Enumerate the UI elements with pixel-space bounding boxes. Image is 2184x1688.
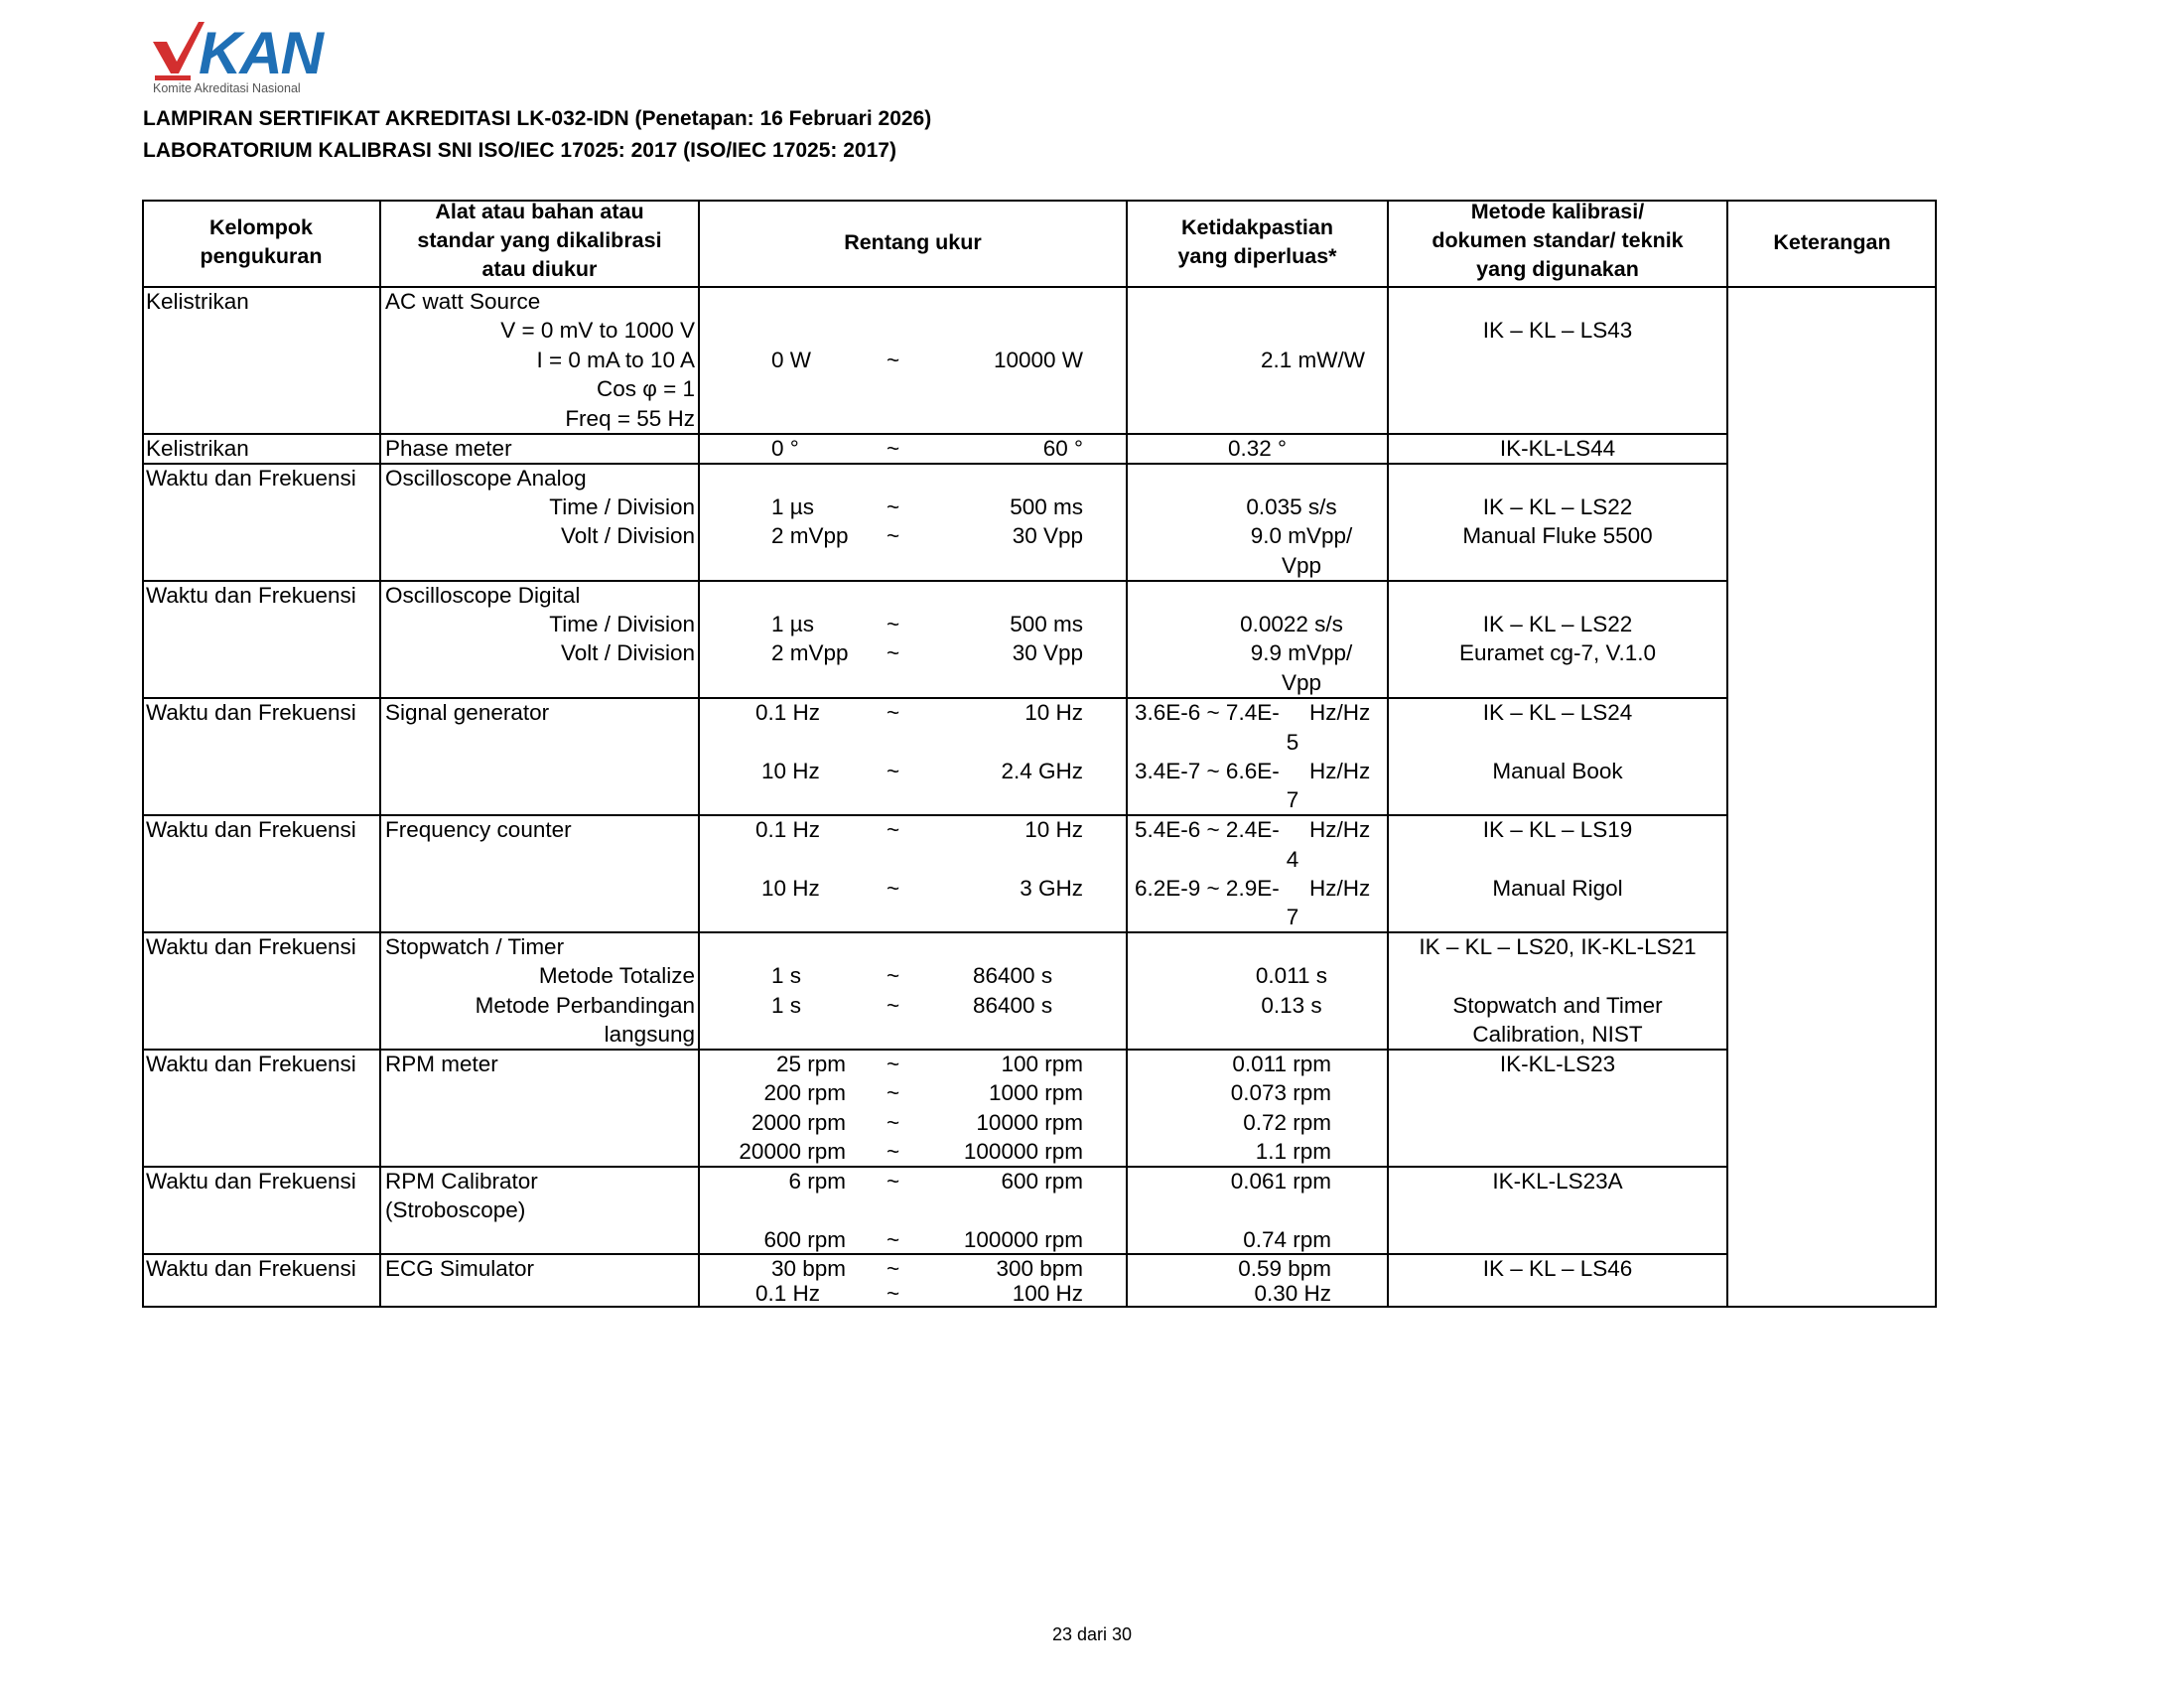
range-to: 2.4 GHz bbox=[1001, 759, 1083, 783]
range-tilde: ~ bbox=[887, 993, 900, 1018]
uncertainty: 0.59 bpm bbox=[1238, 1256, 1331, 1281]
table-row-alat: Signal generator bbox=[385, 700, 550, 725]
uncertainty: 6.2E-9 ~ 2.9E- bbox=[1135, 876, 1280, 901]
range-from: 2000 rpm bbox=[751, 1110, 846, 1135]
table-row-alat: Phase meter bbox=[385, 436, 512, 461]
header-alat: Alat atau bahan atau standar yang dikalibrasi atau diukur bbox=[417, 200, 662, 281]
range-to: 86400 s bbox=[973, 963, 1053, 988]
table-row-kelompok: Waktu dan Frekuensi bbox=[146, 1256, 356, 1281]
uncertainty: 0.74 rpm bbox=[1243, 1227, 1331, 1252]
range-tilde: ~ bbox=[887, 1227, 900, 1252]
range-from: 25 rpm bbox=[775, 1052, 846, 1076]
range-to: 1000 rpm bbox=[988, 1080, 1083, 1105]
table-row-kelompok: Waktu dan Frekuensi bbox=[146, 817, 356, 842]
method: IK – KL – LS46 bbox=[1482, 1256, 1633, 1281]
uncertainty-wrap: 4 bbox=[1286, 847, 1299, 872]
uncertainty: 0.061 rpm bbox=[1230, 1169, 1331, 1194]
range-tilde: ~ bbox=[887, 1110, 900, 1135]
range-to: 10 Hz bbox=[1024, 700, 1083, 725]
table-row-alat: RPM Calibrator bbox=[385, 1169, 538, 1194]
range-to: 10 Hz bbox=[1024, 817, 1083, 842]
uncertainty-wrap: 7 bbox=[1286, 905, 1299, 929]
range-tilde: ~ bbox=[887, 523, 900, 548]
kan-logo bbox=[151, 22, 340, 99]
range-to: 600 rpm bbox=[1001, 1169, 1083, 1194]
range-tilde: ~ bbox=[887, 494, 900, 519]
range-from: 0.1 Hz bbox=[755, 817, 821, 842]
range-to: 3 GHz bbox=[1020, 876, 1083, 901]
uncertainty: 5.4E-6 ~ 2.4E- bbox=[1135, 817, 1280, 842]
header-ketidakpastian: Ketidakpastian yang diperluas* bbox=[1177, 215, 1337, 268]
uncertainty: 9.0 mVpp/ bbox=[1250, 523, 1353, 548]
uncertainty: 0.011 rpm bbox=[1232, 1052, 1331, 1076]
method: IK – KL – LS22 bbox=[1482, 612, 1633, 636]
table-row-param: Cos φ = 1 bbox=[596, 376, 695, 401]
uncertainty: 0.011 s bbox=[1255, 963, 1328, 988]
table-row-alat: Oscilloscope Digital bbox=[385, 583, 581, 608]
range-from: 1 µs bbox=[771, 612, 814, 636]
uncertainty: 0.035 s/s bbox=[1246, 494, 1337, 519]
table-row-kelompok: Waktu dan Frekuensi bbox=[146, 466, 356, 491]
range-to: 100000 rpm bbox=[963, 1139, 1083, 1164]
method: IK-KL-LS44 bbox=[1499, 436, 1616, 461]
range-to: 300 bpm bbox=[996, 1256, 1083, 1281]
range-to: 10000 W bbox=[993, 348, 1083, 372]
range-tilde: ~ bbox=[887, 348, 900, 372]
range-from: 1 s bbox=[771, 963, 802, 988]
method: Euramet cg-7, V.1.0 bbox=[1458, 640, 1657, 665]
range-to: 86400 s bbox=[973, 993, 1053, 1018]
uncertainty: 1.1 rpm bbox=[1255, 1139, 1331, 1164]
range-to: 30 Vpp bbox=[1012, 640, 1083, 665]
method: IK – KL – LS20, IK-KL-LS21 bbox=[1419, 934, 1697, 959]
table-row-alat: Frequency counter bbox=[385, 817, 572, 842]
range-from: 1 s bbox=[771, 993, 802, 1018]
header-kelompok: Kelompok pengukuran bbox=[200, 215, 323, 268]
method: Manual Book bbox=[1492, 759, 1623, 783]
range-to: 100 rpm bbox=[1001, 1052, 1083, 1076]
range-tilde: ~ bbox=[887, 1052, 900, 1076]
table-row-kelompok: Kelistrikan bbox=[146, 436, 249, 461]
range-to: 60 ° bbox=[1042, 436, 1083, 461]
range-from: 0.1 Hz bbox=[755, 700, 821, 725]
table-row-param: V = 0 mV to 1000 V bbox=[500, 318, 695, 343]
range-from: 2 mVpp bbox=[771, 640, 849, 665]
range-tilde: ~ bbox=[887, 1281, 900, 1306]
uncertainty: 0.72 rpm bbox=[1243, 1110, 1331, 1135]
table-row-param: Freq = 55 Hz bbox=[565, 406, 695, 431]
table-row-kelompok: Waktu dan Frekuensi bbox=[146, 934, 356, 959]
table-row-alat: Stopwatch / Timer bbox=[385, 934, 565, 959]
uncertainty: Vpp bbox=[1281, 553, 1322, 578]
header-metode: Metode kalibrasi/ dokumen standar/ teknik yang digunakan bbox=[1432, 200, 1684, 281]
table-row-alat: ECG Simulator bbox=[385, 1256, 535, 1281]
table-row-param: langsung bbox=[604, 1022, 695, 1047]
range-to: 100000 rpm bbox=[963, 1227, 1083, 1252]
table-row-param: Volt / Division bbox=[560, 640, 695, 665]
range-tilde: ~ bbox=[887, 436, 900, 461]
method: Manual Rigol bbox=[1492, 876, 1623, 901]
table-row-alat: Oscilloscope Analog bbox=[385, 466, 587, 491]
method: Stopwatch and Timer bbox=[1452, 993, 1663, 1018]
range-tilde: ~ bbox=[887, 1256, 900, 1281]
table-row-param: Metode Perbandingan bbox=[475, 993, 695, 1018]
document-title: LAMPIRAN SERTIFIKAT AKREDITASI LK-032-IDN (Penetapan: 16 Februari 2026) bbox=[143, 107, 932, 130]
uncertainty: Vpp bbox=[1281, 670, 1322, 695]
range-to: 10000 rpm bbox=[976, 1110, 1083, 1135]
method: Manual Fluke 5500 bbox=[1462, 523, 1653, 548]
table-row-param: I = 0 mA to 10 A bbox=[536, 348, 695, 372]
header-rentang: Rentang ukur bbox=[844, 230, 982, 254]
range-tilde: ~ bbox=[887, 640, 900, 665]
logo-subtitle: Komite Akreditasi Nasional bbox=[153, 81, 301, 95]
uncertainty: 3.4E-7 ~ 6.6E- bbox=[1135, 759, 1280, 783]
uncertainty-unit: Hz/Hz bbox=[1309, 700, 1371, 725]
uncertainty-unit: Hz/Hz bbox=[1309, 759, 1371, 783]
document-subtitle: LABORATORIUM KALIBRASI SNI ISO/IEC 17025: 2017 (ISO/IEC 17025: 2017) bbox=[143, 139, 896, 162]
uncertainty: 9.9 mVpp/ bbox=[1250, 640, 1353, 665]
accreditation-table bbox=[142, 200, 1939, 1309]
table-row-param: Time / Division bbox=[549, 494, 695, 519]
uncertainty: 0.0022 s/s bbox=[1240, 612, 1343, 636]
header-keterangan: Keterangan bbox=[1773, 230, 1891, 254]
table-row-alat-cont: (Stroboscope) bbox=[385, 1197, 526, 1222]
range-tilde: ~ bbox=[887, 612, 900, 636]
table-row-kelompok: Waktu dan Frekuensi bbox=[146, 583, 356, 608]
range-from: 10 Hz bbox=[761, 759, 820, 783]
uncertainty-wrap: 7 bbox=[1286, 787, 1299, 812]
range-from: 30 bpm bbox=[770, 1256, 846, 1281]
method: IK – KL – LS24 bbox=[1482, 700, 1633, 725]
range-to: 30 Vpp bbox=[1012, 523, 1083, 548]
uncertainty: 3.6E-6 ~ 7.4E- bbox=[1135, 700, 1280, 725]
page-number: 23 dari 30 bbox=[1051, 1624, 1133, 1644]
range-tilde: ~ bbox=[887, 700, 900, 725]
table-row-kelompok: Kelistrikan bbox=[146, 289, 249, 314]
logo-wordmark: KAN bbox=[199, 20, 322, 86]
table-row-param: Volt / Division bbox=[560, 523, 695, 548]
method: Calibration, NIST bbox=[1472, 1022, 1643, 1047]
table-row-alat: RPM meter bbox=[385, 1052, 498, 1076]
range-tilde: ~ bbox=[887, 759, 900, 783]
table-row-param: Time / Division bbox=[549, 612, 695, 636]
table-row-kelompok: Waktu dan Frekuensi bbox=[146, 1169, 356, 1194]
range-from: 0 W bbox=[771, 348, 812, 372]
range-from: 600 rpm bbox=[763, 1227, 846, 1252]
range-tilde: ~ bbox=[887, 1169, 900, 1194]
method: IK – KL – LS22 bbox=[1482, 494, 1633, 519]
range-tilde: ~ bbox=[887, 1139, 900, 1164]
range-to: 500 ms bbox=[1010, 494, 1083, 519]
range-tilde: ~ bbox=[887, 876, 900, 901]
method: IK-KL-LS23 bbox=[1499, 1052, 1616, 1076]
uncertainty: 0.073 rpm bbox=[1230, 1080, 1331, 1105]
range-from: 1 µs bbox=[771, 494, 814, 519]
uncertainty: 0.13 s bbox=[1261, 993, 1322, 1018]
range-from: 10 Hz bbox=[761, 876, 820, 901]
uncertainty: 0.32 ° bbox=[1227, 436, 1288, 461]
range-from: 20000 rpm bbox=[739, 1139, 846, 1164]
method: IK-KL-LS23A bbox=[1492, 1169, 1623, 1194]
range-from: 2 mVpp bbox=[771, 523, 849, 548]
method: IK – KL – LS43 bbox=[1482, 318, 1633, 343]
range-tilde: ~ bbox=[887, 963, 900, 988]
uncertainty-unit: Hz/Hz bbox=[1309, 876, 1371, 901]
range-tilde: ~ bbox=[887, 1080, 900, 1105]
range-from: 0 ° bbox=[771, 436, 799, 461]
range-to: 500 ms bbox=[1010, 612, 1083, 636]
method: IK – KL – LS19 bbox=[1482, 817, 1633, 842]
uncertainty-unit: Hz/Hz bbox=[1309, 817, 1371, 842]
table-row-kelompok: Waktu dan Frekuensi bbox=[146, 700, 356, 725]
table-row-kelompok: Waktu dan Frekuensi bbox=[146, 1052, 356, 1076]
range-from: 200 rpm bbox=[763, 1080, 846, 1105]
table-row-alat: AC watt Source bbox=[385, 289, 541, 314]
range-to: 100 Hz bbox=[1012, 1281, 1083, 1306]
table-row-param: Metode Totalize bbox=[538, 963, 695, 988]
range-tilde: ~ bbox=[887, 817, 900, 842]
range-from: 0.1 Hz bbox=[755, 1281, 821, 1306]
uncertainty: 0.30 Hz bbox=[1254, 1281, 1331, 1306]
uncertainty: 2.1 mW/W bbox=[1261, 348, 1365, 372]
uncertainty-wrap: 5 bbox=[1286, 730, 1299, 755]
range-from: 6 rpm bbox=[788, 1169, 846, 1194]
